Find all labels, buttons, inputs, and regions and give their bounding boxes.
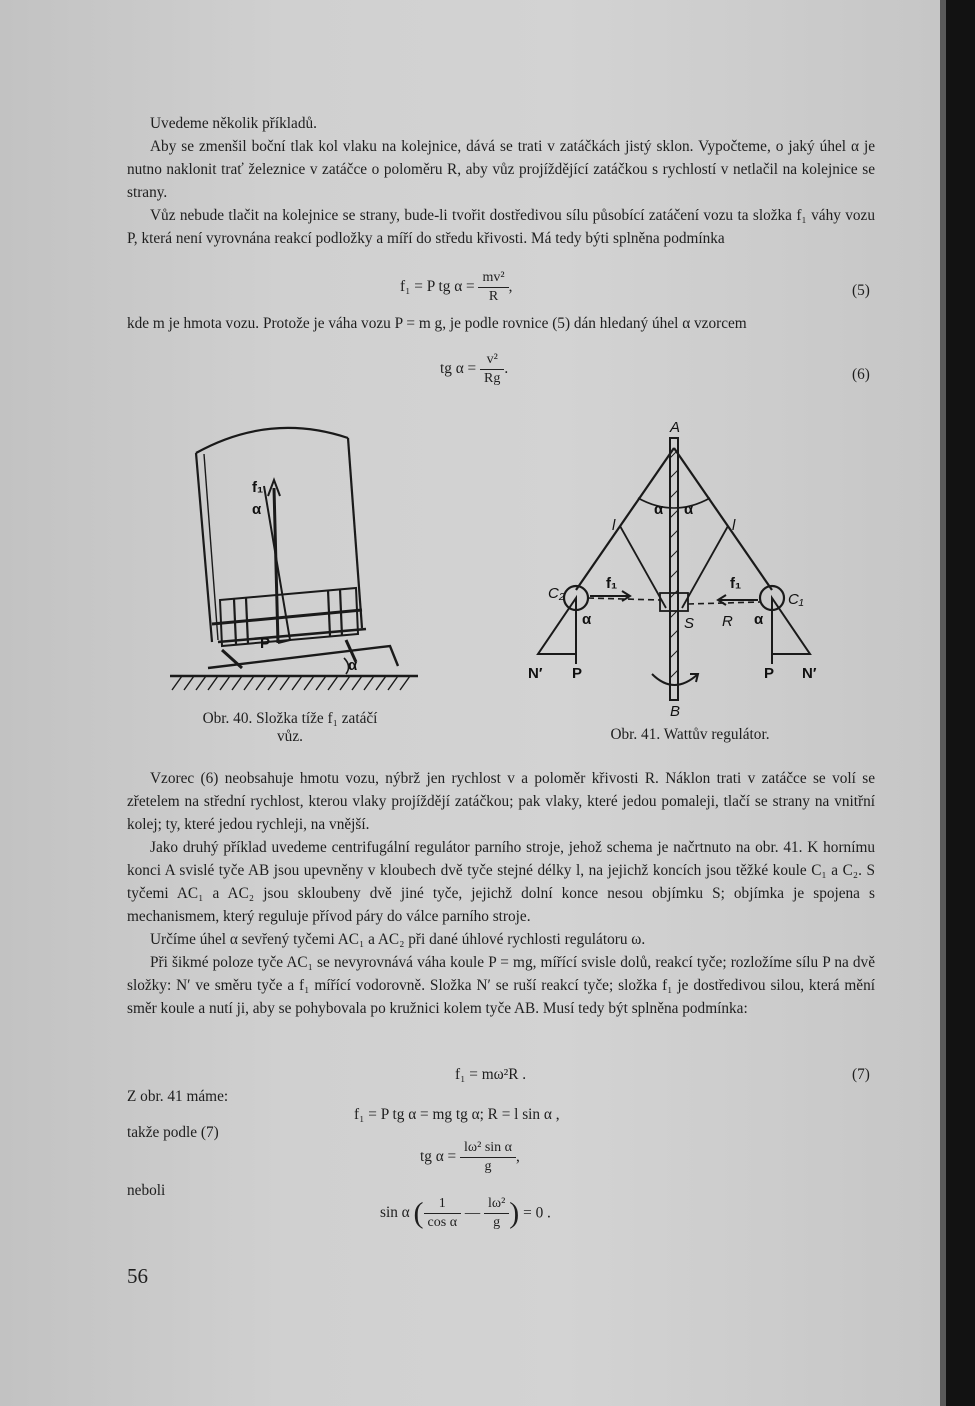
fig41-label-alpha-right: α — [684, 501, 694, 518]
eq5-lhs: f₁ = P tg α = — [400, 278, 475, 296]
figure-40-caption-line-1: Obr. 40. Složka tíže f₁ zatáčí — [202, 710, 378, 727]
link-right — [682, 526, 728, 608]
eq10-paren-close: ) — [509, 1196, 520, 1230]
ground-hatch — [172, 676, 410, 690]
bogie-inner-1 — [234, 599, 236, 644]
fig40-label-alpha-top: α — [252, 501, 262, 518]
bogie-inner-4 — [340, 589, 342, 636]
eq10-fraction-1 — [424, 1196, 462, 1231]
fig41-label-f-left: f₁ — [606, 575, 618, 592]
force-f-left — [590, 591, 630, 601]
eq6-tail: . — [504, 360, 509, 378]
fig41-label-C2: C₂ — [548, 585, 565, 602]
text-block-2 — [127, 312, 875, 335]
eq10-denominator-2: g — [493, 1215, 501, 1230]
equation-7-number: (7) — [852, 1066, 870, 1083]
eq5-tail: , — [508, 278, 513, 296]
top-angle-arc — [638, 498, 710, 508]
paragraph-1: Aby se zmenšil boční tlak kol vlaku na kolejnice, dává se trati v zatáčkách jistý sklon. Vypočteme, o jaký úhel α je nutno naklonit trať železnice v zatáčce o poloměru R, aby vůz projíždějící zatáčkou s rychlostí v netlačil na kolejnice se strany. — [127, 138, 875, 201]
text-block-top — [127, 112, 875, 250]
bogie-inner-2 — [246, 598, 248, 644]
fig41-label-alpha-ball-right: α — [754, 611, 764, 628]
page-edge-shadow — [940, 0, 975, 1406]
eq10-numerator-1: 1 — [424, 1196, 462, 1214]
fig41-label-l-left: l — [612, 517, 616, 534]
figure-40-caption-line-2: vůz. — [277, 728, 303, 745]
page-number: 56 — [127, 1264, 148, 1288]
fig41-label-B: B — [670, 703, 681, 718]
arm-AC2 — [576, 448, 674, 590]
fig41-label-f-right: f₁ — [730, 575, 742, 592]
eq5-denominator: R — [488, 289, 499, 304]
eq10-minus: — — [464, 1204, 481, 1222]
arm-AC1 — [674, 448, 772, 590]
equation-6 — [440, 352, 508, 387]
eq9-fraction — [460, 1140, 516, 1175]
eq6-numerator: v² — [480, 352, 504, 370]
equation-8: f₁ = P tg α = mg tg α; R = l sin α , — [354, 1106, 560, 1123]
fig40-label-P: P — [260, 635, 271, 652]
force-f-right — [718, 595, 758, 605]
triangle-left — [538, 598, 576, 654]
fig40-label-f: f₁ — [252, 479, 264, 496]
equation-7: f₁ = mω²R . — [455, 1066, 527, 1083]
equation-6-number: (6) — [852, 366, 870, 383]
eq9-denominator: g — [484, 1159, 492, 1174]
equation-5-number: (5) — [852, 282, 870, 299]
eq5-numerator: mv² — [478, 270, 508, 288]
paragraph-4: Vzorec (6) neobsahuje hmotu vozu, nýbrž jen rychlost v a poloměr křivosti R. Náklon trati v zatáčce se volí se zřetelem na střední rychlost, kterou vlaky projíždějí zatáčkou; pak vlaky, které jedou pomaleji, tlačí se strany na vnitřní kolej; ty, které jedou rychleji, na vnější. — [127, 770, 875, 833]
paragraph-6: Určíme úhel α sevřený tyčemi AC₁ a AC₂ při dané úhlové rychlosti regulátoru ω. — [150, 931, 646, 948]
car-inner-left — [204, 454, 218, 640]
car-body-right — [348, 438, 362, 628]
fig41-label-A: A — [670, 419, 681, 436]
paragraph-5: Jako druhý příklad uvedeme centrifugální regulátor parního stroje, jehož schema je načrtnuto na obr. 41. K hornímu konci A svislé tyče AB jsou upevněny v kloubech dvě tyče stejné délky l, na jejichž koncích jsou těžké koule C₁ a C₂. S tyčemi AC₁ a AC₂ jsou skloubeny dvě jiné tyče, jejichž dolní konce nesou objímku S; objímka je spojena s mechanismem, který reguluje přívod páry do válce parního stroje. — [127, 839, 875, 925]
eq9-tail: , — [516, 1148, 520, 1166]
eq9-lhs: tg α = — [420, 1148, 457, 1166]
fig41-label-N-right: N′ — [802, 665, 817, 682]
eq6-fraction — [480, 352, 504, 387]
car-roof — [196, 428, 348, 453]
fig41-label-P-right: P — [764, 665, 775, 682]
fig41-label-R: R — [722, 613, 733, 630]
fig41-label-l-right: l — [732, 517, 736, 534]
eq10-denominator-1: cos α — [427, 1215, 458, 1230]
car-body-left — [196, 453, 212, 642]
rod-hatch — [670, 450, 678, 678]
eq5-fraction — [478, 270, 508, 305]
paragraph-7: Při šikmé poloze tyče AC₁ se nevyrovnává váha koule P = mg, mířící svisle dolů, reakcí tyče; rozložíme sílu P na dvě složky: N′ ve směru tyče a f₁ mířící vodorovně. Složka N′ se ruší reakcí tyče; složka f₁ je dostředivou silou, která mění směr koule a nutí ji, aby se pohybovala po kružnici kolem tyče AB. Musí tedy být splněna podmínka: — [127, 954, 875, 1017]
figure-41-watt-regulator — [520, 418, 830, 718]
eq10-lhs: sin α — [380, 1204, 410, 1222]
fig41-label-N-left: N′ — [528, 665, 543, 682]
label-takze: takže podle (7) — [127, 1124, 219, 1141]
inclined-track — [208, 646, 398, 668]
eq6-denominator: Rg — [484, 371, 501, 386]
equation-10 — [380, 1196, 551, 1231]
eq10-tail: = 0 . — [523, 1204, 551, 1222]
eq6-lhs: tg α = — [440, 360, 477, 378]
fig41-label-P-left: P — [572, 665, 583, 682]
fig41-label-C1: C₁ — [788, 591, 804, 608]
equation-5 — [400, 270, 512, 305]
text-block-lower — [127, 767, 875, 1020]
paragraph-intro: Uvedeme několik příkladů. — [150, 115, 317, 132]
equation-9 — [420, 1140, 520, 1175]
fig40-label-alpha-bottom: α — [348, 657, 358, 674]
label-neboli: neboli — [127, 1182, 166, 1199]
paragraph-2: Vůz nebude tlačit na kolejnice se strany, bude-li tvořit dostředivou sílu působící zatáčení vozu ta složka f₁ váhy vozu P, která není vyrovnána reakcí podložky a míří do středu křivosti. Má tedy býti splněna podmínka — [127, 207, 875, 247]
figure-40-caption — [160, 710, 420, 746]
eq10-paren-open: ( — [413, 1196, 424, 1230]
fig41-label-alpha-left: α — [654, 501, 664, 518]
figure-41-caption: Obr. 41. Wattův regulátor. — [610, 726, 770, 743]
rotation-arrow — [652, 674, 698, 685]
eq10-fraction-2 — [484, 1196, 509, 1231]
fig41-label-alpha-ball-left: α — [582, 611, 592, 628]
sleeve-S — [660, 593, 688, 611]
fig41-label-S: S — [684, 615, 695, 632]
eq10-numerator-2: lω² — [484, 1196, 509, 1214]
label-z-obr: Z obr. 41 máme: — [127, 1088, 229, 1105]
figure-40-railcar — [160, 418, 430, 693]
eq9-numerator: lω² sin α — [460, 1140, 516, 1158]
bogie-inner-3 — [328, 590, 330, 636]
paragraph-3: kde m je hmota vozu. Protože je váha vozu P = m g, je podle rovnice (5) dán hledaný úhel α vzorcem — [127, 315, 747, 332]
